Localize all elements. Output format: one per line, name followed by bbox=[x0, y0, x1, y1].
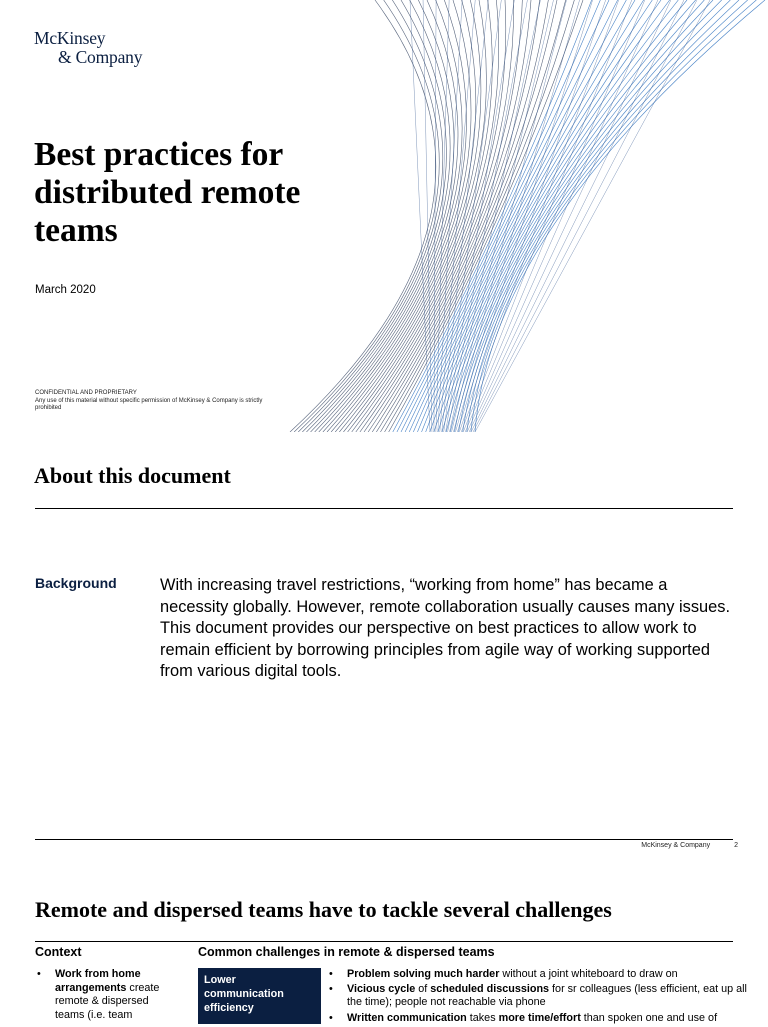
cover-date: March 2020 bbox=[35, 284, 96, 296]
slide3-top-rule bbox=[35, 941, 733, 942]
decorative-line bbox=[405, 0, 618, 432]
decorative-line bbox=[410, 0, 430, 432]
about-heading: About this document bbox=[34, 463, 231, 488]
decorative-line bbox=[457, 0, 592, 432]
decorative-line bbox=[352, 0, 506, 432]
decorative-line bbox=[450, 0, 541, 432]
context-item-text: create remote & dispersed teams (i.e. team bbox=[55, 981, 160, 1021]
decorative-line bbox=[467, 0, 658, 432]
challenges-label: Common challenges in remote & dispersed teams bbox=[198, 945, 495, 959]
decorative-line bbox=[454, 0, 721, 432]
logo-line-1: McKinsey bbox=[34, 28, 106, 48]
decorative-line bbox=[372, 0, 548, 432]
divider-top bbox=[35, 508, 733, 509]
page-footer bbox=[560, 842, 738, 849]
challenge-bold: Problem solving much harder bbox=[347, 968, 500, 980]
cover-title: Best practices for distributed remote teams bbox=[34, 136, 301, 249]
confidentiality-notice bbox=[35, 390, 265, 413]
background-label: Background bbox=[35, 575, 117, 591]
footer-company: McKinsey & Company bbox=[641, 842, 711, 849]
challenge-text: than spoken one and use of bbox=[580, 1011, 718, 1024]
challenge-item bbox=[327, 1012, 752, 1025]
challenge-text: for sr colleagues (less efficient, eat up all the time); people not reachable via phone bbox=[347, 983, 747, 1009]
challenge-text: takes bbox=[466, 1011, 499, 1024]
confidentiality-text: Any use of this material without specific permission of McKinsey & Company is strictly prohibited bbox=[35, 397, 263, 411]
divider-bottom bbox=[35, 839, 733, 840]
decorative-line bbox=[360, 0, 522, 432]
challenge-bold: scheduled discussions bbox=[430, 983, 550, 996]
challenge-text: of bbox=[415, 983, 431, 996]
challenge-bold: more time/effort bbox=[498, 1011, 581, 1024]
mckinsey-logo bbox=[34, 29, 142, 67]
decorative-line bbox=[461, 0, 618, 432]
background-text: With increasing travel restrictions, “working from home” has became a necessity globally. However, remote collaboration usually causes many issues. This document provides our perspective on best practices to allow work to remain efficient by borrowing principles from agile way of working supported from various digital tools. bbox=[160, 576, 730, 680]
page-number: 2 bbox=[734, 842, 738, 849]
challenge-item bbox=[327, 983, 752, 1009]
decorative-line bbox=[434, 0, 436, 432]
confidentiality-heading: CONFIDENTIAL AND PROPRIETARY bbox=[35, 390, 137, 396]
context-item-bold: Work from home arrangements bbox=[55, 968, 141, 994]
decorative-line bbox=[471, 0, 684, 432]
challenge-category-box: Lower communication efficiency bbox=[198, 968, 321, 1024]
challenges-heading: Remote and dispersed teams have to tackle several challenges bbox=[35, 897, 612, 922]
challenge-item bbox=[327, 968, 752, 981]
logo-line-2: & Company bbox=[58, 47, 143, 67]
decorative-line bbox=[380, 0, 565, 432]
decorative-line bbox=[426, 0, 661, 432]
decorative-line bbox=[467, 0, 748, 432]
challenges-list bbox=[327, 968, 752, 1027]
context-label: Context bbox=[35, 945, 82, 959]
decorative-line bbox=[401, 0, 609, 432]
decorative-line bbox=[471, 0, 756, 432]
challenge-bold: Written communication bbox=[347, 1011, 467, 1024]
context-list bbox=[35, 968, 175, 1022]
challenge-bold: Vicious cycle bbox=[347, 983, 416, 996]
spacer bbox=[35, 962, 175, 963]
decorative-line bbox=[469, 0, 671, 432]
challenge-text: without a joint whiteboard to draw on bbox=[499, 968, 678, 980]
context-item bbox=[35, 968, 175, 1022]
